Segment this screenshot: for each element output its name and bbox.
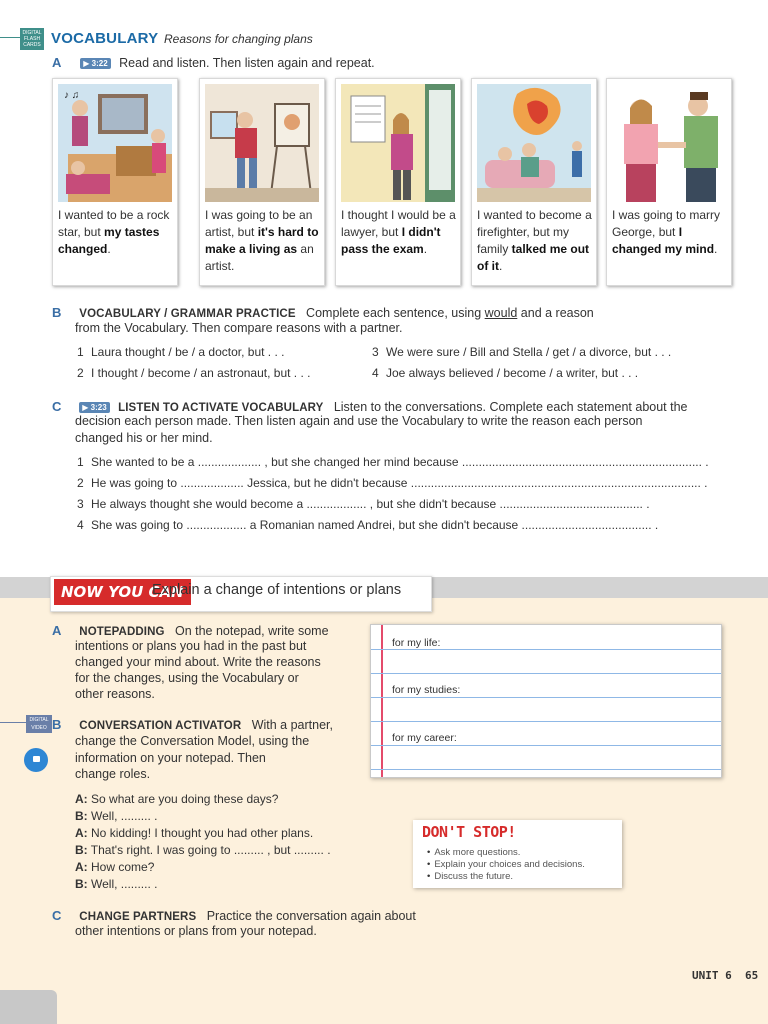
conversation-model — [75, 791, 331, 893]
card-caption: I thought I would be a lawyer, but I didn't pass the exam. — [341, 208, 456, 256]
exercise-c-item-3: 3 He always thought she would become a .................. , but she didn't because ........................................... . — [77, 497, 650, 511]
nyc-c-text: Practice the conversation again about — [206, 909, 416, 923]
page-number: 65 — [745, 969, 759, 982]
dialogue-line: A: How come? — [75, 860, 155, 874]
notepad-rule — [371, 721, 721, 722]
audio-track-button[interactable]: ▶ 3:23 — [79, 402, 109, 413]
dialogue-line: B: That's right. I was going to ......... , but ......... . — [75, 843, 331, 857]
nyc-a-text-line: for the changes, using the Vocabulary or — [75, 671, 299, 685]
firefighter-illustration — [477, 84, 591, 202]
notepad-rule — [371, 673, 721, 674]
nyc-c-text-line2: other intentions or plans from your notepad. — [75, 924, 317, 938]
exercise-c-item-4: 4 She was going to .................. a Romanian named Andrei, but she didn't because ....................................... . — [77, 518, 659, 532]
nyc-a-text-line: changed your mind about. Write the reasons — [75, 655, 321, 669]
page-corner-tab — [0, 990, 57, 1024]
nyc-a-title: NOTEPADDING — [79, 626, 165, 638]
vocab-card-artist — [199, 78, 325, 286]
section-c-text-line2: decision each person made. Then listen again and use the Vocabulary to write the reason each person — [75, 414, 643, 428]
dont-stop-item: • Discuss the future. — [427, 871, 585, 883]
dont-stop-list — [427, 847, 585, 883]
vocab-card-marry — [606, 78, 732, 286]
vocabulary-title: VOCABULARY — [51, 30, 159, 47]
dialogue-line: B: Well, ......... . — [75, 809, 158, 823]
section-b-heading — [52, 304, 594, 322]
rock-band-illustration — [58, 84, 172, 202]
card-caption: I wanted to become a firefighter, but my family talked me out of it. — [477, 208, 592, 273]
section-b-text-line2: from the Vocabulary. Then compare reasons with a partner. — [75, 321, 403, 335]
dialogue-line: A: So what are you doing these days? — [75, 792, 279, 806]
exercise-c-item-1: 1 She wanted to be a ................... , but she changed her mind because ........................................................................ . — [77, 455, 709, 469]
flash-cards-line — [0, 37, 22, 38]
audio-track-number: 3:23 — [90, 403, 107, 412]
nyc-a-text: On the notepad, write some — [174, 624, 329, 638]
unit-label: UNIT 6 — [692, 969, 732, 982]
notepad-rule — [371, 697, 721, 698]
section-a-text: Read and listen. Then listen again and repeat. — [119, 56, 375, 70]
artist-illustration — [205, 84, 319, 202]
nyc-b-text-line: change roles. — [75, 767, 151, 781]
nyc-a-letter: A — [52, 623, 62, 638]
exercise-b-item-2: 2 I thought / become / an astronaut, but . . . — [77, 366, 311, 380]
section-c-letter: C — [52, 399, 62, 414]
nyc-b-text: With a partner, — [251, 718, 333, 732]
exercise-b-item-3: 3 We were sure / Bill and Stella / get / a divorce, but . . . — [372, 345, 672, 359]
dont-stop-box — [413, 820, 622, 888]
vocab-card-rock-star — [52, 78, 178, 286]
notepad-label-life: for my life: — [392, 637, 441, 649]
nyc-a-text-line: intentions or plans you had in the past but — [75, 639, 307, 653]
vocab-card-lawyer — [335, 78, 461, 286]
video-play-icon[interactable] — [24, 748, 48, 772]
section-c-text-line3: changed his or her mind. — [75, 431, 213, 445]
page-footer — [692, 969, 758, 982]
vocab-card-firefighter — [471, 78, 597, 286]
section-c-text: Listen to the conversations. Complete each statement about the — [333, 400, 688, 414]
nyc-b-letter: B — [52, 717, 62, 732]
exam-illustration — [341, 84, 455, 202]
notepad-label-studies: for my studies: — [392, 684, 461, 696]
dialogue-line: B: Well, ......... . — [75, 877, 158, 891]
notepad-rule — [371, 745, 721, 746]
now-you-can-badge: NOW YOU CAN — [54, 579, 191, 605]
now-you-can-title-box — [50, 576, 432, 612]
exercise-b-item-4: 4 Joe always believed / become / a writer, but . . . — [372, 366, 639, 380]
nyc-c-heading — [52, 907, 416, 925]
section-a-instruction — [52, 54, 375, 72]
vocabulary-subtitle: Reasons for changing plans — [164, 32, 313, 46]
audio-track-number: 3:22 — [91, 59, 108, 68]
notepad-rule — [371, 769, 721, 770]
exercise-c-item-2: 2 He was going to ................... Jessica, but he didn't because ....................................................................................... . — [77, 476, 708, 490]
flash-cards-badge[interactable]: DIGITAL FLASH CARDS — [20, 28, 44, 50]
now-you-can-heading: Explain a change of intentions or plans — [152, 582, 402, 598]
audio-track-button[interactable]: ▶ 3:22 — [80, 58, 110, 69]
couple-illustration — [612, 84, 726, 202]
card-caption: I was going to be an artist, but it's hard to make a living as an artist. — [205, 208, 319, 273]
nyc-c-title: CHANGE PARTNERS — [79, 911, 197, 923]
section-c-title: LISTEN TO ACTIVATE VOCABULARY — [118, 402, 324, 414]
nyc-b-text-line: change the Conversation Model, using the — [75, 734, 310, 748]
section-b-text: Complete each sentence, using would and a reason — [306, 306, 594, 320]
card-caption: I was going to marry George, but I changed my mind. — [612, 208, 721, 256]
digital-video-badge[interactable]: DIGITAL VIDEO — [26, 715, 52, 733]
nyc-b-title: CONVERSATION ACTIVATOR — [79, 720, 242, 732]
nyc-b-heading — [52, 716, 333, 734]
nyc-a-text-line: other reasons. — [75, 687, 155, 701]
dont-stop-item: • Explain your choices and decisions. — [427, 859, 585, 871]
section-b-title: VOCABULARY / GRAMMAR PRACTICE — [79, 308, 296, 320]
nyc-b-text-line: information on your notepad. Then — [75, 751, 266, 765]
section-b-letter: B — [52, 305, 62, 320]
notepad-label-career: for my career: — [392, 732, 457, 744]
nyc-a-heading — [52, 622, 329, 640]
notepad[interactable] — [370, 624, 722, 778]
dont-stop-item: • Ask more questions. — [427, 847, 585, 859]
digital-video-line — [0, 722, 26, 723]
section-a-letter: A — [52, 55, 62, 70]
notepad-rule — [371, 649, 721, 650]
dont-stop-title: DON'T STOP! — [422, 823, 516, 841]
dialogue-line: A: No kidding! I thought you had other plans. — [75, 826, 314, 840]
card-caption: I wanted to be a rock star, but my tastes changed. — [58, 208, 170, 256]
nyc-c-letter: C — [52, 908, 62, 923]
svg-text:♪ ♫: ♪ ♫ — [64, 90, 80, 101]
notepad-margin-line — [381, 625, 383, 777]
exercise-b-item-1: 1 Laura thought / be / a doctor, but . . . — [77, 345, 285, 359]
